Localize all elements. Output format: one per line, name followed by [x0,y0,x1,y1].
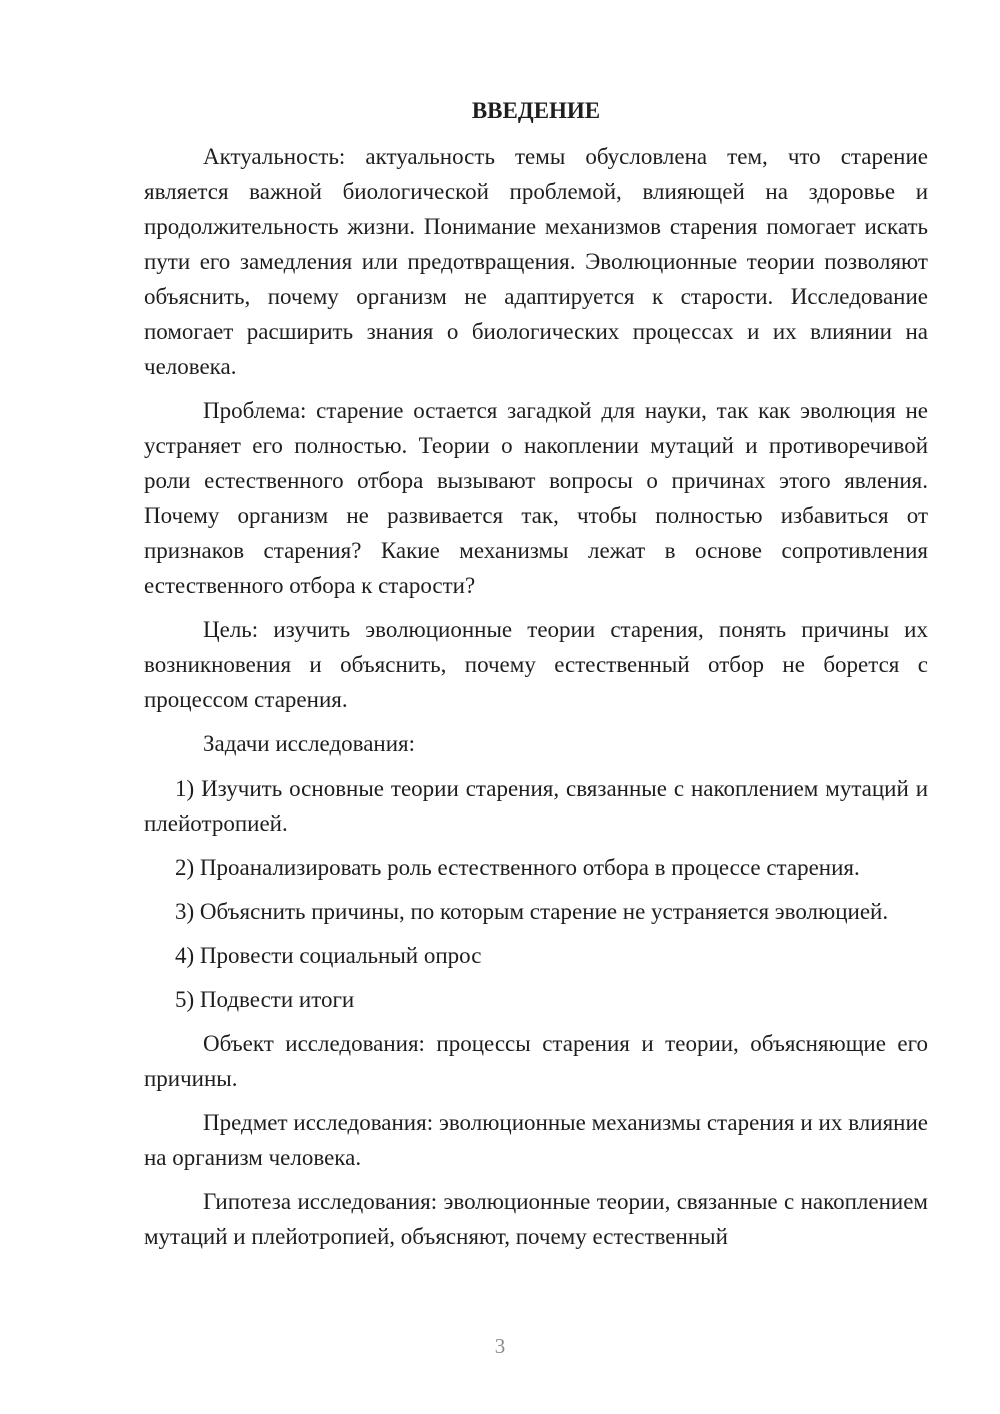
task-item: 2) Проанализировать роль естественного отбора в процессе старения. [175,855,860,880]
subject-paragraph: Предмет исследования: эволюционные механизмы старения и их влияние на организм человека. [144,1110,928,1170]
task-item: 1) Изучить основные теории старения, связанные с накоплением мутаций и плейотропией. [144,776,928,836]
task-item: 4) Провести социальный опрос [175,943,482,968]
relevance-paragraph: Актуальность: актуальность темы обусловлена тем, что старение является важной биологической проблемой, влияющей на здоровье и продолжительность жизни. Понимание механизмов старения помогает искать пути его замедления или предотвращения. Эволюционные теории позволяют объяснить, почему организм не адаптируется к старости. Исследование помогает расширить знания о биологических процессах и их влиянии на человека. [144,144,928,379]
tasks-title: Задачи исследования: [203,731,416,756]
hypothesis-paragraph: Гипотеза исследования: эволюционные теории, связанные с накоплением мутаций и плейотропией, объясняют, почему естественный [144,1189,928,1249]
task-item: 5) Подвести итоги [175,987,355,1012]
page-body [144,95,928,1263]
page-number: 3 [494,1334,506,1358]
object-paragraph: Объект исследования: процессы старения и теории, объясняющие его причины. [144,1031,928,1091]
goal-paragraph: Цель: изучить эволюционные теории старения, понять причины их возникновения и объяснить, почему естественный отбор не борется с процессом старения. [144,617,928,712]
page-title: ВВЕДЕНИЕ [471,98,601,123]
task-item: 3) Объяснить причины, по которым старение не устраняется эволюцией. [175,899,889,924]
problem-paragraph: Проблема: старение остается загадкой для науки, так как эволюция не устраняет его полностью. Теории о накоплении мутаций и противоречивой роли естественного отбора вызывают вопросы о причинах этого явления. Почему организм не развивается так, чтобы полностью избавиться от признаков старения? Какие механизмы лежат в основе сопротивления естественного отбора к старости? [144,398,928,598]
